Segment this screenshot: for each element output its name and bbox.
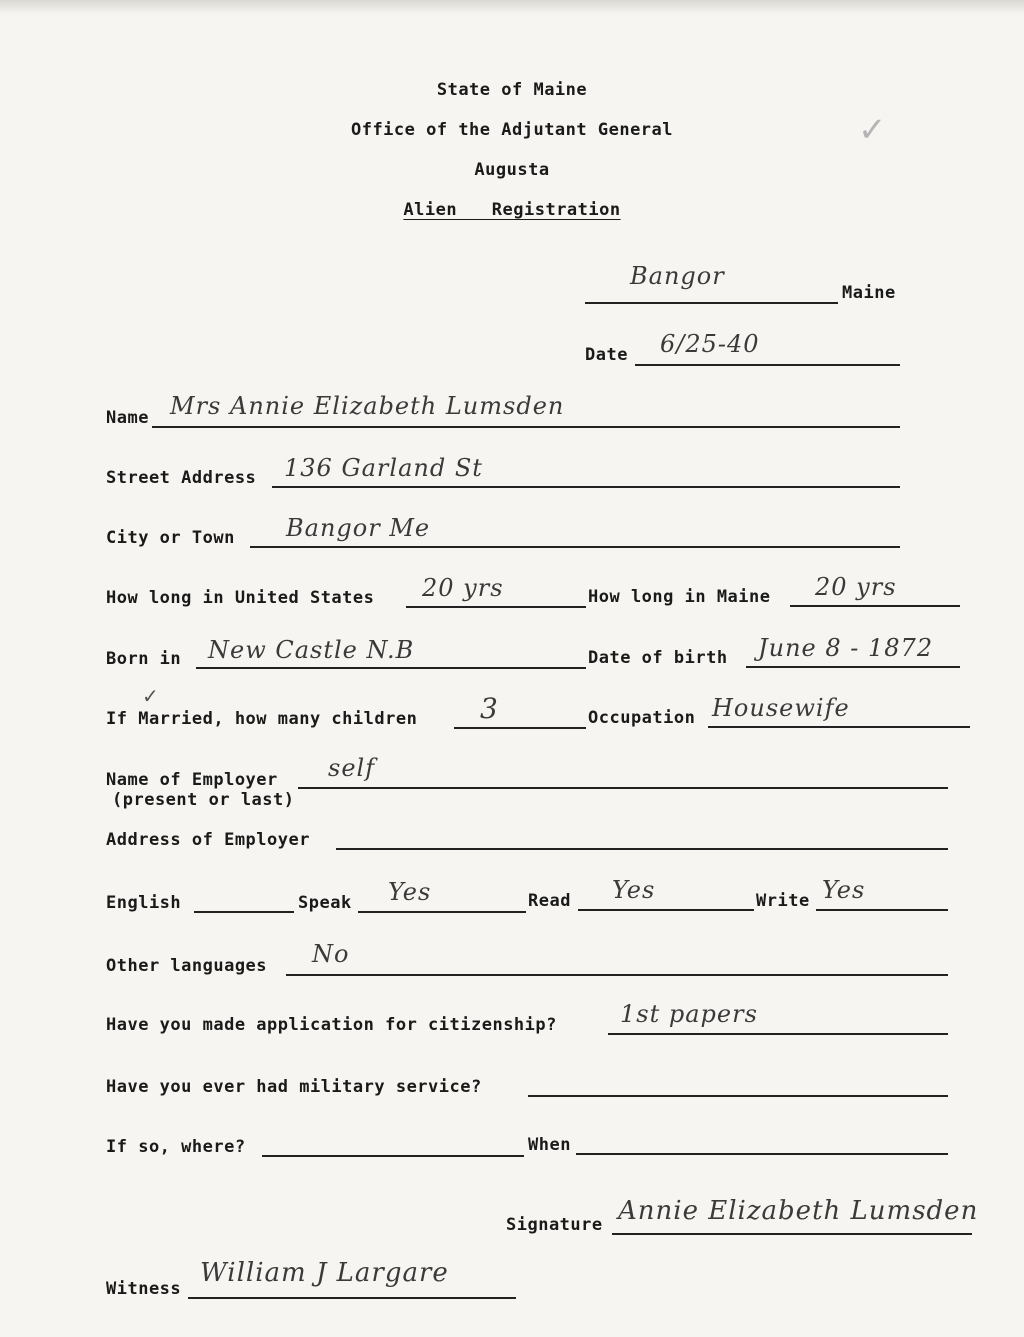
street-label: Street Address <box>106 468 257 488</box>
occupation-value: Housewife <box>712 694 850 722</box>
dob-label: Date of birth <box>588 648 728 668</box>
signature-value: Annie Elizabeth Lumsden <box>618 1196 979 1226</box>
us-line <box>406 606 586 608</box>
read-label: Read <box>528 891 571 911</box>
date-label: Date <box>585 345 628 365</box>
read-value: Yes <box>612 876 656 904</box>
write-line <box>816 909 948 911</box>
employer-line <box>298 787 948 789</box>
state-suffix: Maine <box>842 283 896 303</box>
married-line <box>454 727 586 729</box>
name-line <box>152 426 900 428</box>
date-value: 6/25-40 <box>660 330 760 358</box>
where-line <box>262 1155 524 1157</box>
dob-line <box>746 666 960 668</box>
signature-label: Signature <box>506 1215 603 1235</box>
read-line <box>578 909 754 911</box>
us-label: How long in United States <box>106 588 375 608</box>
signature-line <box>612 1233 972 1235</box>
street-line <box>272 486 900 488</box>
other-lang-value: No <box>312 940 350 968</box>
name-value: Mrs Annie Elizabeth Lumsden <box>170 392 565 420</box>
header-city: Augusta <box>474 160 550 180</box>
married-label: If Married, how many children <box>106 709 418 729</box>
us-value: 20 yrs <box>422 574 504 602</box>
speak-value: Yes <box>388 878 432 906</box>
english-label: English <box>106 893 182 913</box>
place-value: Bangor <box>630 262 725 290</box>
when-line <box>576 1153 948 1155</box>
city-value: Bangor Me <box>286 514 431 542</box>
employer-label: Name of Employer <box>106 770 278 790</box>
date-line <box>635 364 900 366</box>
when-label: When <box>528 1135 571 1155</box>
place-line <box>585 302 838 304</box>
form-title: Alien Registration <box>403 200 621 220</box>
check-mark-icon: ✓ <box>858 110 887 150</box>
where-label: If so, where? <box>106 1137 246 1157</box>
street-value: 136 Garland St <box>284 454 483 482</box>
city-line <box>250 546 900 548</box>
occupation-line <box>708 726 970 728</box>
born-label: Born in <box>106 649 182 669</box>
employer-value: self <box>328 754 376 782</box>
other-lang-line <box>286 974 948 976</box>
header-state: State of Maine <box>436 80 588 100</box>
witness-value: William J Largare <box>200 1258 449 1288</box>
citizenship-value: 1st papers <box>620 1000 758 1028</box>
scan-edge <box>0 0 1024 14</box>
write-label: Write <box>756 891 810 911</box>
born-line <box>196 667 586 669</box>
military-label: Have you ever had military service? <box>106 1077 482 1097</box>
married-value: 3 <box>480 692 499 725</box>
citizenship-line <box>608 1033 948 1035</box>
citizenship-label: Have you made application for citizenship? <box>106 1015 557 1035</box>
speak-line <box>358 911 526 913</box>
maine-line <box>790 605 960 607</box>
write-value: Yes <box>822 876 866 904</box>
name-label: Name <box>106 408 149 428</box>
witness-line <box>188 1297 516 1299</box>
occupation-label: Occupation <box>588 708 696 728</box>
other-lang-label: Other languages <box>106 956 268 976</box>
maine-value: 20 yrs <box>815 573 897 601</box>
maine-label: How long in Maine <box>588 587 771 607</box>
header-office: Office of the Adjutant General <box>350 120 674 140</box>
dob-value: June 8 - 1872 <box>758 634 934 662</box>
witness-label: Witness <box>106 1279 182 1299</box>
born-value: New Castle N.B <box>208 636 415 664</box>
military-line <box>528 1095 948 1097</box>
employer-sublabel: (present or last) <box>112 790 295 810</box>
speak-label: Speak <box>298 893 352 913</box>
city-label: City or Town <box>106 528 235 548</box>
english-line <box>194 911 294 913</box>
emp-address-line <box>336 848 948 850</box>
emp-address-label: Address of Employer <box>106 830 310 850</box>
married-check-icon: ✓ <box>142 684 159 708</box>
